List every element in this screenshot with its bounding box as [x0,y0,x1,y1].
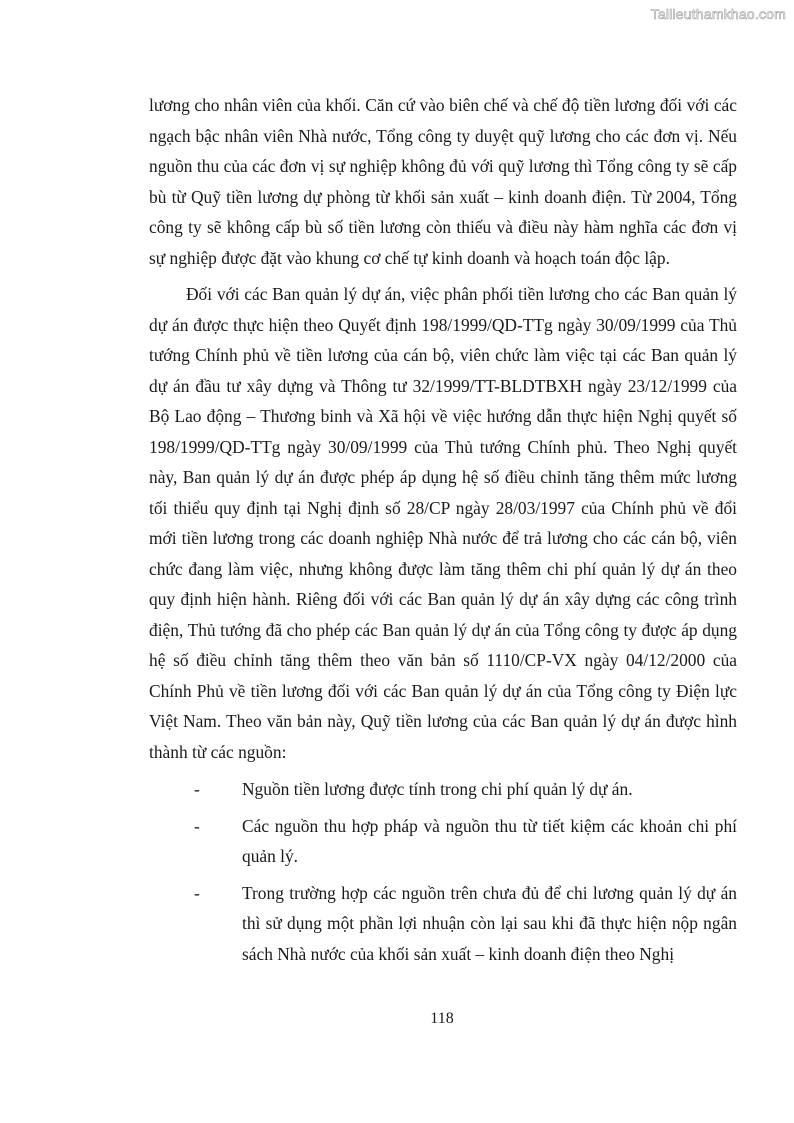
dash-marker: - [194,779,200,799]
watermark: Tailieuthamkhao.com [650,6,786,22]
list-item [149,878,737,970]
page-number: 118 [430,1010,454,1027]
paragraph-project-management: Đối với các Ban quản lý dự án, việc phân phối tiền lương cho các Ban quản lý dự án được thực hiện theo Quyết định 198/1999/QD-TTg ngày 30/09/1999 của Thủ tướng Chính phủ về tiền lương của cán bộ, viên chức làm việc tại các Ban quản lý dự án đầu tư xây dựng và Thông tư 32/1999/TT-BLDTBXH ngày 23/12/1999 của Bộ Lao động – Thương binh và Xã hội về việc hướng dẫn thực hiện Nghị quyết số 198/1999/QD-TTg ngày 30/09/1999 của Thủ tướng Chính phủ. Theo Nghị quyết này, Ban quản lý dự án được phép áp dụng hệ số điều chỉnh tăng thêm mức lương tối thiểu quy định tại Nghị định số 28/CP ngày 28/03/1997 của Chính phủ về đổi mới tiền lương trong các doanh nghiệp Nhà nước để trả lương cho các cán bộ, viên chức đang làm việc, nhưng không được làm tăng thêm chi phí quản lý dự án theo quy định hiện hành. Riêng đối với các Ban quản lý dự án xây dựng các công trình điện, Thủ tướng đã cho phép các Ban quản lý dự án của Tổng công ty được áp dụng hệ số điều chỉnh tăng thêm theo văn bản số 1110/CP-VX ngày 04/12/2000 của Chính Phủ về tiền lương đối với các Ban quản lý dự án của Tổng công ty Điện lực Việt Nam. Theo văn bản này, Quỹ tiền lương của các Ban quản lý dự án được hình thành từ các nguồn: [149,284,737,762]
list-item-text: Nguồn tiền lương được tính trong chi phí quản lý dự án. [242,779,633,799]
list-item [149,774,737,805]
paragraph-continued: lương cho nhân viên của khối. Căn cứ vào biên chế và chế độ tiền lương đối với các ngạch bậc nhân viên Nhà nước, Tổng công ty duyệt quỹ lương cho các đơn vị. Nếu nguồn thu của các đơn vị sự nghiệp không đủ với quỹ lương thì Tổng công ty sẽ cấp bù từ Quỹ tiền lương dự phòng từ khối sản xuất – kinh doanh điện. Từ 2004, Tổng công ty sẽ không cấp bù số tiền lương còn thiếu và điều này hàm nghĩa các đơn vị sự nghiệp được đặt vào khung cơ chế tự kinh doanh và hoạch toán độc lập. [149,95,737,268]
dash-marker: - [194,882,200,903]
list-item-text: Các nguồn thu hợp pháp và nguồn thu từ tiết kiệm các khoản chi phí quản lý. [242,815,737,866]
list-item-text: Trong trường hợp các nguồn trên chưa đủ để chi lương quản lý dự án thì sử dụng một phần lợi nhuận còn lại sau khi đã thực hiện nộp ngân sách Nhà nước của khối sản xuất – kinh doanh điện theo Nghị [242,882,737,964]
dash-marker: - [194,815,200,836]
list-item [149,811,737,872]
page-body [149,90,737,975]
funding-sources-list [149,774,737,969]
